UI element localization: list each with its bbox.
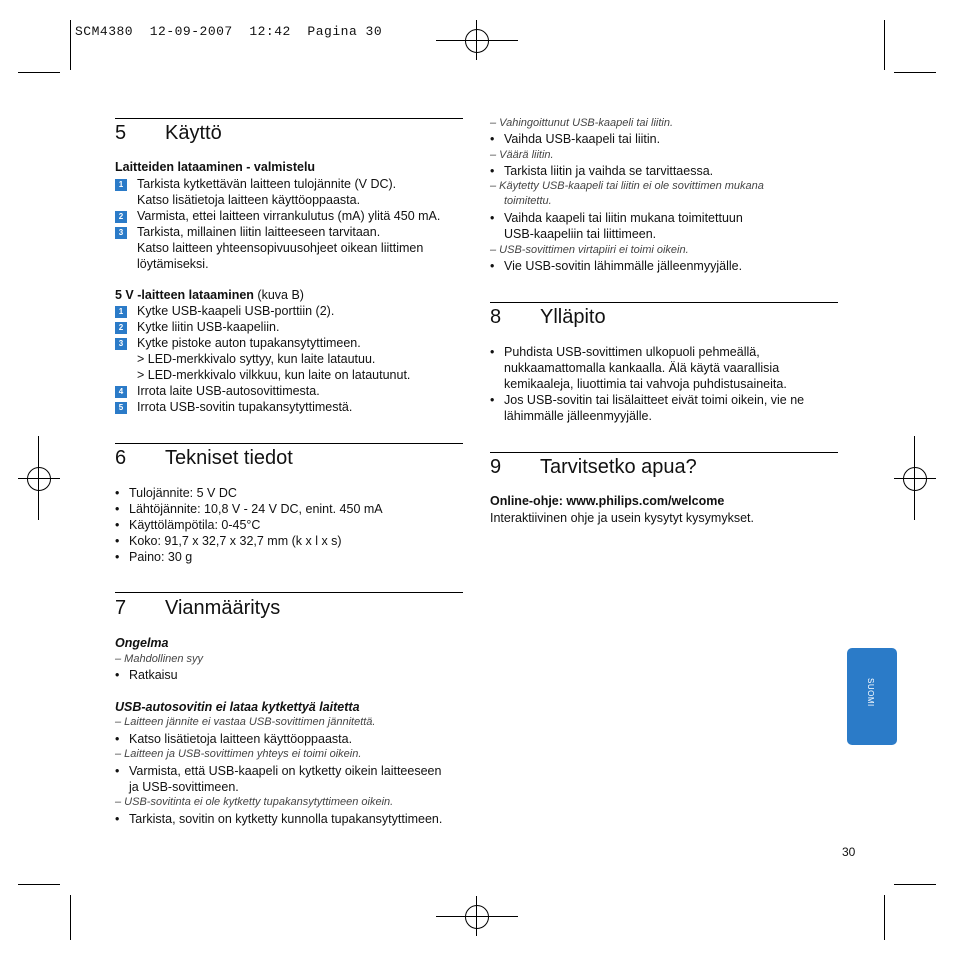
charge-step-3-result-2: > LED-merkkivalo vilkkuu, kun laite on latautunut. bbox=[137, 368, 411, 382]
section-6-rule bbox=[115, 443, 463, 444]
cause-item: – USB-sovitinta ei ole kytketty tupakansytyttimeen oikein. bbox=[115, 796, 394, 808]
spec-item: • Lähtöjännite: 10,8 V - 24 V DC, enint. 450 mA bbox=[115, 502, 383, 516]
charge-step-4: 4 Irrota laite USB-autosovittimesta. bbox=[115, 383, 320, 399]
fix-item: • Varmista, että USB-kaapeli on kytketty oikein laitteeseen bbox=[115, 764, 442, 778]
section-8-title: 8 Ylläpito bbox=[490, 306, 606, 328]
step-1: 1 Tarkista kytkettävän laitteen tulojännite (V DC). bbox=[115, 176, 396, 192]
step-3: 3 Tarkista, millainen liitin laitteeseen tarvitaan. bbox=[115, 224, 380, 240]
section-5-rule bbox=[115, 118, 463, 119]
cause-item: – Laitteen ja USB-sovittimen yhteys ei toimi oikein. bbox=[115, 748, 362, 760]
maintenance-item-cont: kemikaaleja, liuottimia tai vahvoja puhdistusaineita. bbox=[504, 377, 787, 391]
cause-item: – Laitteen jännite ei vastaa USB-sovittimen jännitettä. bbox=[115, 716, 376, 728]
charge-step-2: 2 Kytke liitin USB-kaapeliin. bbox=[115, 319, 279, 335]
charge-step-5: 5 Irrota USB-sovitin tupakansytyttimestä. bbox=[115, 399, 352, 415]
spec-item: • Tulojännite: 5 V DC bbox=[115, 486, 237, 500]
online-help-description: Interaktiivinen ohje ja usein kysytyt kysymykset. bbox=[490, 511, 754, 525]
legend-cause: – Mahdollinen syy bbox=[115, 653, 204, 665]
cause-item: – USB-sovittimen virtapiiri ei toimi oikein. bbox=[490, 244, 689, 256]
step-3-line-3: löytämiseksi. bbox=[137, 257, 209, 271]
fix-item-cont: USB-kaapeliin tai liittimeen. bbox=[504, 227, 657, 241]
cause-item: – Käytetty USB-kaapeli tai liitin ei ole sovittimen mukana bbox=[490, 180, 764, 192]
online-help-link[interactable]: Online-ohje: www.philips.com/welcome bbox=[490, 494, 725, 508]
page-number: 30 bbox=[842, 845, 856, 859]
step-1-line-2: Katso lisätietoja laitteen käyttöoppaasta. bbox=[137, 193, 361, 207]
language-tab: SUOMI bbox=[847, 648, 897, 745]
fix-item: • Katso lisätietoja laitteen käyttöoppaasta. bbox=[115, 732, 353, 746]
section-7-title: 7 Vianmääritys bbox=[115, 597, 281, 619]
charge-step-1: 1 Kytke USB-kaapeli USB-porttiin (2). bbox=[115, 303, 334, 319]
maintenance-item: • Jos USB-sovitin tai lisälaitteet eivät toimi oikein, vie ne bbox=[490, 393, 805, 407]
section-8-rule bbox=[490, 302, 838, 303]
section-6-title: 6 Tekniset tiedot bbox=[115, 447, 293, 469]
print-header: SCM4380 12-09-2007 12:42 Pagina 30 bbox=[75, 24, 383, 39]
spec-item: • Koko: 91,7 x 32,7 x 32,7 mm (k x l x s) bbox=[115, 534, 342, 548]
cause-item: – Väärä liitin. bbox=[490, 149, 554, 161]
charge-step-3-result-1: > LED-merkkivalo syttyy, kun laite latautuu. bbox=[137, 352, 376, 366]
section-9-title: 9 Tarvitsetko apua? bbox=[490, 456, 697, 478]
maintenance-item-cont: lähimmälle jälleenmyyjälle. bbox=[504, 409, 652, 423]
step-3-line-2: Katso laitteen yhteensopivuusohjeet oikean liittimen bbox=[137, 241, 424, 255]
section-7-rule bbox=[115, 592, 463, 593]
fix-item: • Tarkista, sovitin on kytketty kunnolla tupakansytyttimeen. bbox=[115, 812, 443, 826]
legend-fix: • Ratkaisu bbox=[115, 668, 178, 682]
maintenance-item-cont: nukkaamattomalla kankaalla. Älä käytä vaarallisia bbox=[504, 361, 780, 375]
section-5-title: 5 Käyttö bbox=[115, 122, 222, 144]
legend-problem: Ongelma bbox=[115, 636, 169, 650]
section-9-rule bbox=[490, 452, 838, 453]
subheading-charging: 5 V -laitteen lataaminen (kuva B) bbox=[115, 288, 304, 302]
fix-item: • Vaihda USB-kaapeli tai liitin. bbox=[490, 132, 661, 146]
fix-item: • Vie USB-sovitin lähimmälle jälleenmyyjälle. bbox=[490, 259, 743, 273]
charge-step-3: 3 Kytke pistoke auton tupakansytyttimeen. bbox=[115, 335, 361, 351]
subheading-preparation: Laitteiden lataaminen - valmistelu bbox=[115, 160, 316, 174]
fix-item: • Vaihda kaapeli tai liitin mukana toimitettuun bbox=[490, 211, 743, 225]
step-2: 2 Varmista, ettei laitteen virrankulutus (mA) ylitä 450 mA. bbox=[115, 208, 440, 224]
spec-item: • Käyttölämpötila: 0-45°C bbox=[115, 518, 261, 532]
spec-item: • Paino: 30 g bbox=[115, 550, 193, 564]
cause-item-cont: toimitettu. bbox=[504, 195, 552, 207]
cause-item: – Vahingoittunut USB-kaapeli tai liitin. bbox=[490, 117, 674, 129]
fix-item: • Tarkista liitin ja vaihda se tarvittaessa. bbox=[490, 164, 714, 178]
problem-heading: USB-autosovitin ei lataa kytkettyä laitetta bbox=[115, 700, 360, 714]
maintenance-item: • Puhdista USB-sovittimen ulkopuoli pehmeällä, bbox=[490, 345, 760, 359]
fix-item-cont: ja USB-sovittimeen. bbox=[129, 780, 239, 794]
